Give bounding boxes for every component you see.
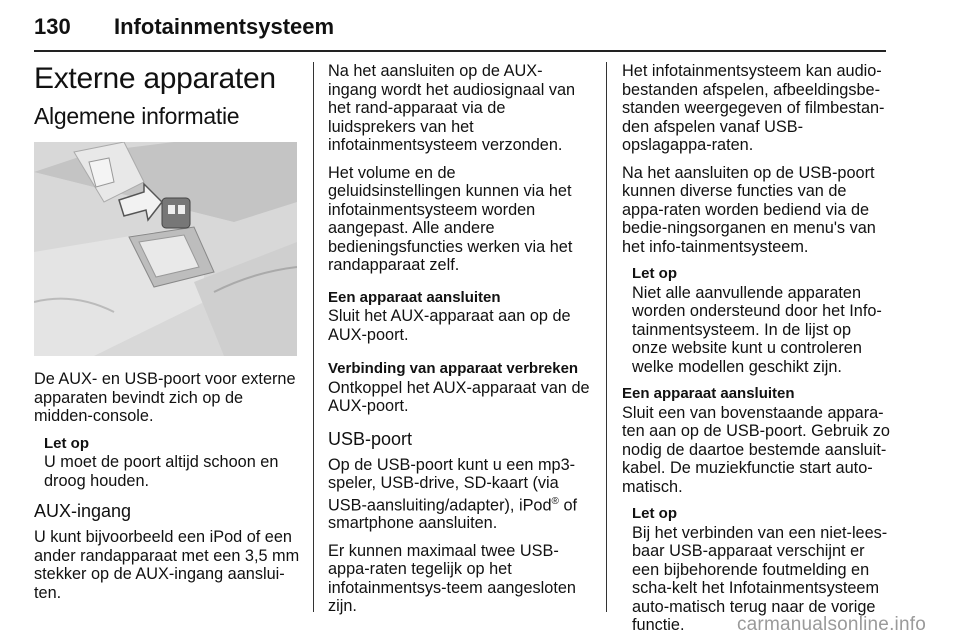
aux-paragraph: U kunt bijvoorbeeld een iPod of een ander randapparaat met een 3,5 mm stekker op de AUX-ingang aanslui-ten. — [34, 528, 300, 602]
header-rule — [34, 50, 886, 52]
usb-heading: USB-poort — [328, 428, 413, 449]
note-supported-devices — [632, 265, 890, 376]
chapter-title: Infotainmentsysteem — [114, 14, 335, 39]
aux-volume-paragraph: Het volume en de geluidsinstellingen kunnen via het infotainmentsysteem worden aangepast. Alle andere bedieningsfuncties werken via het randapparaat zelf. — [328, 163, 573, 274]
connect-paragraph: Sluit het AUX-apparaat aan op de AUX-poort. — [328, 307, 571, 344]
usb-control-paragraph: Na het aansluiten op de USB-poort kunnen diverse functies van de appa-raten worden bediend via de bedie-ningsorganen en menu's van het info-tainmentsysteem. — [622, 163, 876, 256]
note-text: U moet de poort altijd schoon en droog houden. — [44, 453, 279, 490]
note-clean-port — [44, 435, 300, 491]
usb-max-devices-paragraph: Er kunnen maximaal twee USB-appa-raten tegelijk op het infotainmentsys-teem aangesloten zijn. — [328, 541, 576, 616]
aux-heading: AUX-ingang — [34, 501, 132, 521]
note-title: Let op — [44, 434, 89, 452]
usb-connect-heading: Een apparaat aansluiten — [622, 385, 795, 402]
console-port-illustration — [34, 142, 297, 356]
column-3 — [622, 62, 890, 644]
column-divider-1 — [313, 62, 314, 612]
note-title: Let op — [632, 265, 677, 282]
figure-caption: De AUX- en USB-poort voor externe apparaten bevindt zich op de midden-console. — [34, 370, 296, 425]
section-title: Externe apparaten — [34, 62, 276, 95]
page-number: 130 — [34, 14, 71, 39]
usb-devices-paragraph: Op de USB-poort kunt u een mp3-speler, USB-drive, SD-kaart (via USB-aansluiting/adapter), iPod® of smartphone aansluiten. — [328, 455, 578, 533]
site-watermark: carmanualsonline.info — [736, 614, 926, 635]
registered-mark: ® — [551, 495, 559, 507]
usb-playback-paragraph: Het infotainmentsysteem kan audio-bestanden afspelen, afbeeldingsbe-standen weergegeven of filmbestan-den afspelen vanaf USB-opslagappa-raten. — [622, 62, 885, 154]
note-title: Let op — [632, 505, 677, 522]
usb-connect-paragraph: Sluit een van bovenstaande appara-ten aan op de USB-poort. Gebruik zo nodig de daartoe bestemde aansluit-kabel. De muziekfunctie start auto-matisch. — [622, 403, 890, 496]
subsection-title: Algemene informatie — [34, 103, 240, 129]
page-header — [34, 6, 886, 46]
column-1 — [34, 62, 300, 611]
note-text: Niet alle aanvullende apparaten worden ondersteund door het Info-tainmentsysteem. In de lijst op onze website kunt u controleren welke modellen geschikt zijn. — [632, 283, 882, 376]
aux-signal-paragraph: Na het aansluiten op de AUX-ingang wordt het audiosignaal van het rand-apparaat via de luidsprekers van het infotainmentsysteem verzonden. — [328, 62, 576, 154]
connect-heading: Een apparaat aansluiten — [328, 288, 501, 306]
column-divider-2 — [606, 62, 607, 612]
column-2 — [328, 62, 590, 625]
note-text: Bij het verbinden van een niet-lees-baar USB-apparaat verschijnt er een bijbehorende foutmelding en scha-kelt het Infotainmentsysteem auto-matisch terug naar de vorige functie. — [632, 523, 888, 634]
disconnect-heading: Verbinding van apparaat verbreken — [328, 360, 579, 377]
disconnect-paragraph: Ontkoppel het AUX-apparaat van de AUX-poort. — [328, 378, 590, 415]
